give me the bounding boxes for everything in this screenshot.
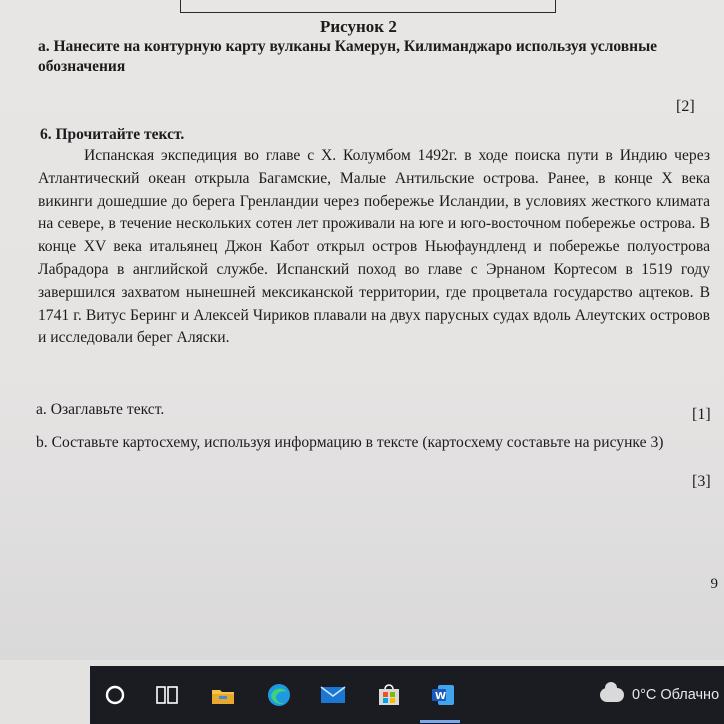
task-a-prev: a. Нанесите на контурную карту вулканы Камерун, Килиманджаро используя условные обозначения bbox=[38, 38, 658, 75]
weather-widget[interactable] bbox=[600, 680, 719, 710]
active-app-indicator bbox=[420, 720, 460, 723]
windows-taskbar bbox=[90, 666, 724, 724]
mail-icon[interactable] bbox=[316, 678, 350, 712]
score-question-b: [3] bbox=[692, 473, 711, 490]
task6-heading: 6. Прочитайте текст. bbox=[40, 126, 185, 143]
weather-text: 0°C Облачно bbox=[632, 687, 720, 703]
page-number: 9 bbox=[710, 576, 718, 592]
svg-text:W: W bbox=[435, 691, 447, 702]
score-task-a-prev: [2] bbox=[676, 98, 695, 115]
question-b: b. Составьте картосхему, используя информацию в тексте (картосхему составьте на рисунке 3) bbox=[36, 434, 664, 451]
cloud-icon bbox=[600, 688, 624, 702]
figure-2-frame bbox=[180, 0, 556, 13]
question-a: a. Озаглавьте текст. bbox=[36, 401, 165, 418]
figure-caption: Рисунок 2 bbox=[320, 17, 397, 36]
file-explorer-icon[interactable] bbox=[206, 678, 240, 712]
store-icon[interactable] bbox=[372, 678, 406, 712]
score-question-a: [1] bbox=[692, 406, 711, 423]
edge-icon[interactable] bbox=[262, 678, 296, 712]
word-icon[interactable] bbox=[426, 678, 460, 712]
task-view-icon[interactable] bbox=[150, 678, 184, 712]
task6-paragraph: Испанская экспедиция во главе с Х. Колумбом 1492г. в ходе поиска пути в Индию через Атлантический океан открыла Багамские, Малые Антильские острова. Ранее, в конце X века викинги дошедшие до берега Гренландии через побережье Исландии, в условиях жесткого климата на севере, в течение нескольких сотен лет проживали на юге и юго-восточном побережье острова. В конце XV века итальянец Джон Кабот открыл остров Ньюфаундленд и побережье полуострова Лабрадора в английской службе. Испанский поход во главе с Эрнаном Кортесом в 1519 году завершился захватом нынешней мексиканской территории, где процветала государство ацтеков. В 1741 г. Витус Беринг и Алексей Чириков плавали на двух парусных судах вдоль Алеутских островов и исследовали берег Аляски. bbox=[38, 147, 710, 347]
cortana-circle-icon[interactable] bbox=[98, 678, 132, 712]
